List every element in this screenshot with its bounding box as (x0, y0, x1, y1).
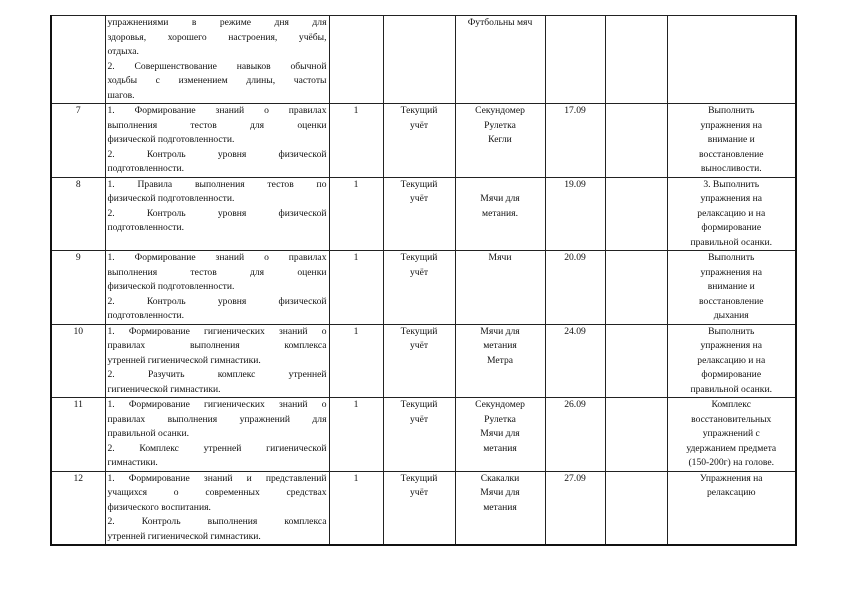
date-value: 17.09 (564, 105, 586, 116)
cell-line: правильной осанки. (690, 236, 772, 248)
cell-line: Мячи для (480, 325, 520, 337)
cell-line: упражнения на (700, 266, 762, 278)
lesson-number: 8 (75, 178, 81, 190)
cell-line: метания (483, 340, 517, 351)
date-value: 27.09 (564, 472, 586, 484)
hours-cell (329, 471, 383, 545)
lesson-number-cell (51, 177, 105, 251)
cell-line: Рулетка (484, 413, 516, 425)
cell-line: 1. Правила выполнения тестов по (107, 178, 327, 190)
cell-line: гигиенической гимнастики. (107, 383, 221, 395)
cell-line: выносливости. (700, 163, 762, 174)
cell-line: 2. Контроль уровня физической (107, 295, 327, 307)
table-row (51, 251, 796, 325)
cell-line: упражнения на (700, 119, 762, 131)
actual-date-cell (605, 177, 667, 251)
homework-cell (667, 16, 796, 104)
cell-line: правильной осанки. (107, 428, 189, 439)
cell-line: 1. Формирование гигиенических знаний о (107, 325, 327, 337)
cell-line: Секундомер (475, 399, 525, 410)
homework-cell (667, 471, 796, 545)
cell-line: правилах выполнения комплекса (107, 340, 327, 351)
cell-line: восстановление (699, 295, 764, 307)
lesson-topic-cell (105, 104, 329, 178)
cell-line: восстановление (699, 148, 764, 160)
inventory-cell (455, 177, 545, 251)
cell-line: Текущий (400, 472, 438, 484)
lesson-number: 11 (73, 399, 83, 410)
cell-line: упражнения на (700, 340, 762, 351)
date-cell (545, 324, 605, 398)
cell-line: Комплекс (711, 399, 751, 410)
hours-value: 1 (353, 178, 359, 190)
cell-line: подготовленности. (107, 222, 185, 233)
cell-line: 1. Формирование знаний о правилах (107, 252, 327, 263)
lesson-topic-cell (105, 16, 329, 104)
hours-cell (329, 16, 383, 104)
hours-value: 1 (353, 472, 359, 484)
cell-line: ходьбы с изменением длины, частоты (107, 75, 327, 86)
cell-line: Текущий (400, 252, 438, 263)
hours-cell (329, 104, 383, 178)
homework-cell (667, 251, 796, 325)
cell-line: 1. Формирование гигиенических знаний о (107, 399, 327, 410)
cell-line: физической подготовленности. (107, 193, 235, 204)
lesson-number: 12 (73, 472, 84, 484)
cell-line: выполнения тестов для оценки (107, 119, 327, 131)
cell-line: Мячи для (480, 487, 520, 498)
cell-line: правильной осанки. (690, 383, 772, 395)
table-row (51, 104, 796, 178)
cell-line: упражнения на (700, 193, 762, 204)
cell-line: гимнастики. (107, 457, 158, 468)
lesson-number-cell (51, 251, 105, 325)
date-cell (545, 398, 605, 472)
cell-line: учёт (409, 193, 429, 204)
cell-line: учёт (409, 413, 429, 425)
control-type-cell (383, 398, 455, 472)
hours-cell (329, 177, 383, 251)
inventory-cell (455, 104, 545, 178)
cell-line: Рулетка (484, 119, 516, 131)
cell-line: формирование (701, 222, 762, 233)
inventory-cell (455, 398, 545, 472)
cell-line: релаксацию и на (697, 207, 766, 219)
control-type-cell (383, 104, 455, 178)
lesson-number-cell (51, 16, 105, 104)
cell-line: физической подготовленности. (107, 281, 235, 292)
cell-line: 2. Комплекс утренней гигиенической (107, 442, 327, 454)
cell-line: Мячи (488, 252, 512, 263)
cell-line: здоровья, хорошего настроения, учёбы, (107, 31, 327, 43)
hours-value: 1 (353, 325, 359, 337)
cell-line: внимание и (707, 281, 755, 292)
cell-line: 2. Контроль уровня физической (107, 207, 327, 219)
cell-line (458, 178, 543, 193)
cell-line: Выполнить (708, 325, 755, 337)
lesson-topic-cell (105, 398, 329, 472)
lesson-topic-cell (105, 251, 329, 325)
cell-line: восстановительных (691, 413, 772, 425)
lesson-number-cell (51, 324, 105, 398)
homework-cell (667, 324, 796, 398)
cell-line: метания. (482, 207, 518, 219)
control-type-cell (383, 324, 455, 398)
lesson-number: 10 (73, 325, 84, 337)
cell-line: подготовленности. (107, 310, 185, 321)
cell-line: физического воспитания. (107, 501, 211, 513)
date-value: 26.09 (564, 399, 586, 410)
cell-line: учёт (409, 487, 429, 498)
hours-value: 1 (353, 105, 359, 116)
cell-line: Секундомер (475, 105, 525, 116)
lesson-topic-cell (105, 471, 329, 545)
cell-line: выполнения тестов для оценки (107, 266, 327, 278)
cell-line: релаксацию и на (697, 354, 766, 366)
hours-cell (329, 251, 383, 325)
cell-line: Текущий (400, 105, 438, 116)
cell-line: учёт (409, 119, 429, 131)
inventory-cell (455, 324, 545, 398)
hours-value: 1 (353, 252, 359, 263)
date-cell (545, 251, 605, 325)
control-type-cell (383, 16, 455, 104)
homework-cell (667, 398, 796, 472)
cell-line: Футбольны мяч (467, 17, 533, 28)
cell-line: внимание и (707, 134, 755, 145)
cell-line: отдыха. (107, 46, 139, 57)
cell-line: Упражнения на (699, 472, 763, 484)
cell-line: 2. Контроль уровня физической (107, 148, 327, 160)
actual-date-cell (605, 324, 667, 398)
actual-date-cell (605, 104, 667, 178)
table-row (51, 471, 796, 545)
cell-line: 2. Контроль выполнения комплекса (107, 516, 327, 527)
cell-line: утренней гигиенической гимнастики. (107, 530, 261, 542)
date-cell (545, 177, 605, 251)
homework-cell (667, 177, 796, 251)
cell-line: утренней гигиенической гимнастики. (107, 354, 261, 366)
cell-line: правилах выполнения упражнений для (107, 413, 327, 425)
date-cell (545, 471, 605, 545)
hours-value: 1 (353, 399, 359, 410)
cell-line: Текущий (400, 399, 438, 410)
date-value: 19.09 (564, 178, 586, 190)
lesson-plan-table (50, 15, 797, 546)
cell-line: метания (483, 442, 517, 454)
cell-line: Мячи для (480, 428, 520, 439)
date-value: 20.09 (564, 252, 586, 263)
inventory-cell (455, 251, 545, 325)
cell-line: удержанием предмета (686, 442, 777, 454)
cell-line: упражнениями в режиме дня для (107, 17, 327, 28)
cell-line: Скакалки (480, 472, 520, 484)
control-type-cell (383, 251, 455, 325)
lesson-number: 7 (75, 105, 81, 116)
cell-line: 2. Совершенствование навыков обычной (107, 60, 327, 72)
lesson-number-cell (51, 398, 105, 472)
table-row (51, 324, 796, 398)
date-cell (545, 104, 605, 178)
cell-line (386, 16, 453, 31)
actual-date-cell (605, 16, 667, 104)
cell-line: 1. Формирование знаний о правилах (107, 105, 327, 116)
lesson-number-cell (51, 471, 105, 545)
lesson-number: 9 (75, 252, 81, 263)
inventory-cell (455, 16, 545, 104)
cell-line: формирование (701, 369, 762, 380)
actual-date-cell (605, 471, 667, 545)
cell-line: 3. Выполнить (703, 178, 760, 190)
cell-line: Выполнить (708, 105, 755, 116)
cell-line: 1. Формирование знаний и представлений (107, 472, 327, 484)
cell-line: шагов. (107, 89, 135, 101)
control-type-cell (383, 177, 455, 251)
cell-line: Текущий (400, 325, 438, 337)
homework-cell (667, 104, 796, 178)
cell-line: (150-200г) на голове. (688, 457, 775, 468)
hours-cell (329, 324, 383, 398)
table-row (51, 398, 796, 472)
cell-line: Метра (486, 354, 514, 366)
date-cell (545, 16, 605, 104)
hours-cell (329, 398, 383, 472)
control-type-cell (383, 471, 455, 545)
cell-line: Выполнить (708, 252, 755, 263)
cell-line: Мячи для (480, 193, 520, 204)
cell-line: учёт (409, 266, 429, 278)
table-row (51, 177, 796, 251)
cell-line: подготовленности. (107, 163, 185, 174)
table-row (51, 16, 796, 104)
cell-line: физической подготовленности. (107, 134, 235, 145)
actual-date-cell (605, 398, 667, 472)
cell-line: 2. Разучить комплекс утренней (107, 369, 327, 380)
lesson-number-cell (51, 104, 105, 178)
cell-line: упражнений с (702, 428, 760, 439)
cell-line: учёт (409, 340, 429, 351)
actual-date-cell (605, 251, 667, 325)
cell-line (386, 31, 453, 46)
cell-line: метания (483, 501, 517, 513)
lesson-topic-cell (105, 177, 329, 251)
cell-line: учащихся о современных средствах (107, 487, 327, 498)
cell-line: Текущий (400, 178, 438, 190)
cell-line: Кегли (488, 134, 512, 145)
cell-line: дыхания (713, 310, 749, 321)
lesson-topic-cell (105, 324, 329, 398)
cell-line: релаксацию (706, 487, 756, 498)
date-value: 24.09 (564, 325, 586, 337)
inventory-cell (455, 471, 545, 545)
